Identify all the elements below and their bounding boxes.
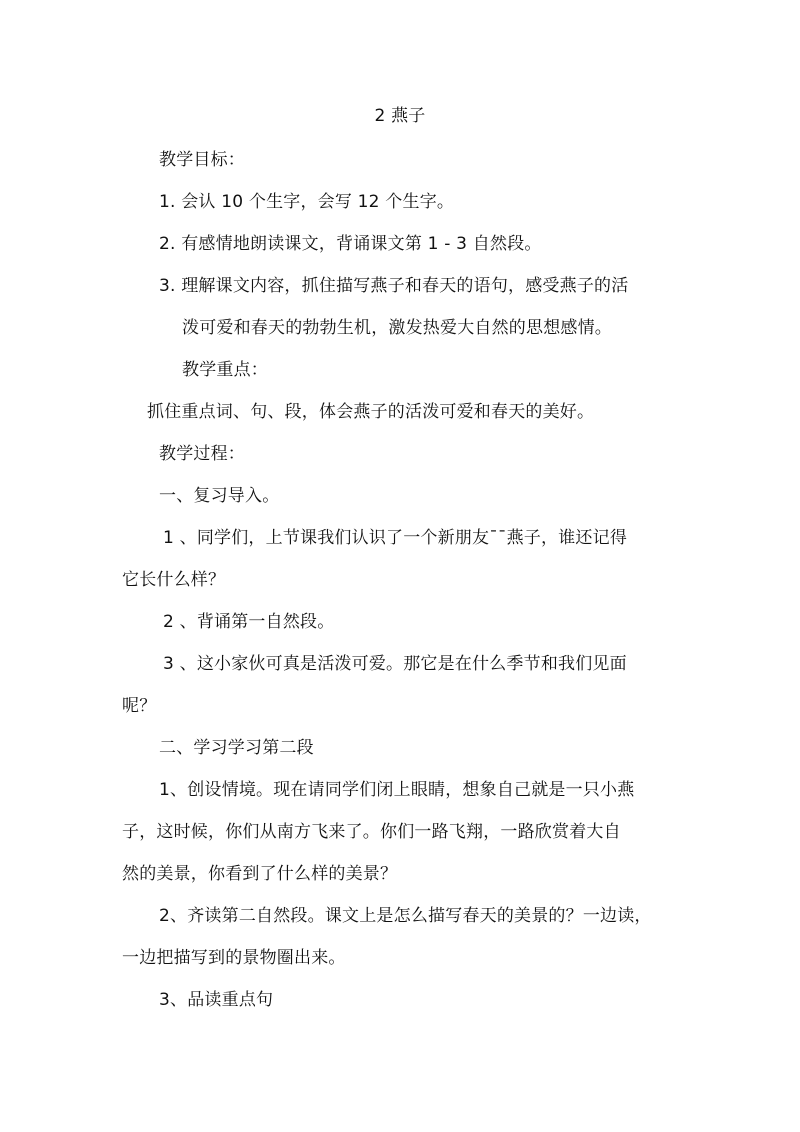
study-item-1-line-2: 子，这时候，你们从南方飞来了。你们一路飞翔，一路欣赏着大自: [122, 822, 621, 842]
section-heading-key-points: 教学重点：: [182, 360, 268, 380]
process-step-review: 一、复习导入。: [159, 486, 280, 506]
document-title: 2 燕子: [374, 106, 426, 126]
review-item-3: 3 、这小家伙可真是活泼可爱。那它是在什么季节和我们见面: [163, 654, 627, 674]
review-item-3-continued: 呢？: [122, 696, 157, 716]
key-points-text: 抓住重点词、句、段，体会燕子的活泼可爱和春天的美好。: [147, 402, 595, 422]
study-item-3: 3、品读重点句: [159, 990, 274, 1010]
review-item-2: 2 、背诵第一自然段。: [163, 612, 335, 632]
study-item-1-line-3: 然的美景，你看到了什么样的美景？: [122, 864, 398, 884]
process-step-second-paragraph: 二、学习学习第二段: [159, 738, 314, 758]
study-item-2: 2、齐读第二自然段。课文上是怎么描写春天的美景的？一边读，: [159, 906, 652, 926]
objective-item-2: 2. 有感情地朗读课文，背诵课文第 1 - 3 自然段。: [159, 234, 542, 254]
section-heading-objectives: 教学目标：: [159, 150, 245, 170]
study-item-1: 1、创设情境。现在请同学们闭上眼睛，想象自己就是一只小燕: [159, 780, 635, 800]
objective-item-1: 1. 会认 10 个生字，会写 12 个生字。: [159, 192, 455, 212]
review-item-1-continued: 它长什么样？: [122, 570, 226, 590]
objective-item-3: 3. 理解课文内容，抓住描写燕子和春天的语句，感受燕子的活: [159, 276, 629, 296]
study-item-2-continued: 一边把描写到的景物圈出来。: [122, 948, 346, 968]
section-heading-process: 教学过程：: [159, 444, 245, 464]
review-item-1: 1 、同学们，上节课我们认识了一个新朋友¯¯燕子，谁还记得: [163, 528, 628, 548]
objective-item-3-continued: 泼可爱和春天的勃勃生机，激发热爱大自然的思想感情。: [182, 318, 612, 338]
